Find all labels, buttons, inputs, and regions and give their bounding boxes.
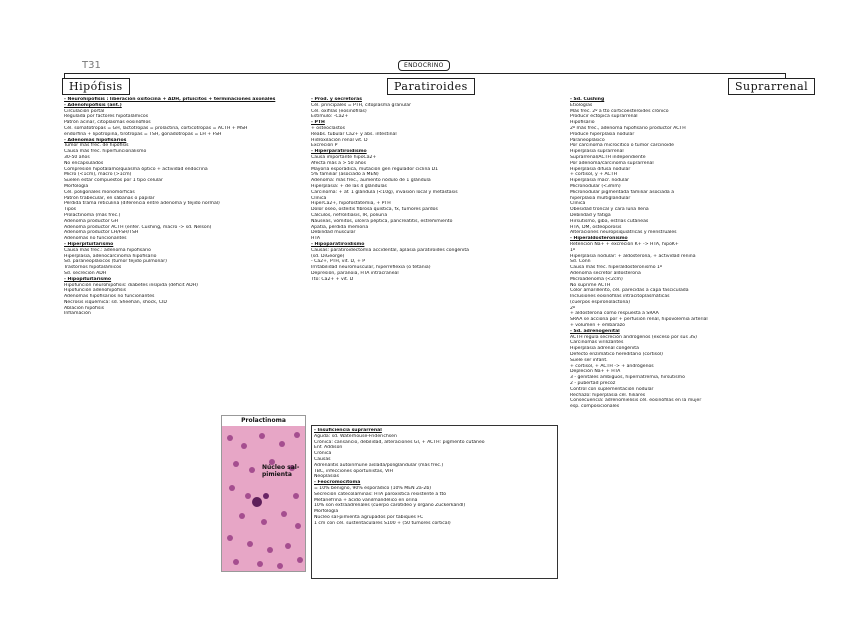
note-line: Control con suplementación nodular [570,386,654,392]
note-line: - PTH [311,120,325,126]
note-line: Carcinoma: + af. 1 glándula (<10g), invasión local y metástasis [311,189,458,195]
note-line: Adenomas hipofisarios no funcionantes [64,294,155,300]
note-line: Causa más frec. hiperaldosteronismo 1º [570,265,663,271]
note-line: Adenoma productor ACTH (enfer. Cushing, macro -> sd. Nelson) [64,224,212,230]
note-line: Necrosis isquémica: sd. Sheehan, shock, CID [64,299,167,305]
note-line: Prolactinoma (más frec.) [64,212,121,218]
note-line: Apatía, pérdida memoria [311,224,369,230]
note-line: Patrón trabecular, en sábanas o papilar [64,195,155,201]
note-line: Etiologías [570,102,593,108]
prolactinoma-micrograph [221,415,306,572]
note-line: Hiperplasia difusa nodular [570,166,631,172]
note-line: Irritabilidad neuromuscular, hiperreflexia (o tetania) [311,265,431,271]
note-line: Tipos [64,207,77,213]
note-line: Afecta más a > 50 años [311,160,366,166]
note-line: Adenomas no funcionantes [64,236,127,242]
note-line: Morfología [314,509,339,515]
note-line: Cél. poligonales monomórficas [64,189,135,195]
note-line: Hipofisario [570,120,595,126]
note-line: Náuseas, vómitos, úlcera péptica, pancreatitis, estreñimiento [311,218,453,224]
note-line: - Feocromocitoma [314,480,361,486]
note-line: - Adenohipófisis (ant.) [64,102,122,108]
note-line: HTA, DM, osteoporosis [570,224,622,230]
note-line: Depleción Na+ + HTA [570,369,621,375]
note-line: 2º [570,305,576,311]
note-line: Debilidad y fatiga [570,212,611,218]
note-line: Adenoma: más frec., aumento nódulo de 1 glándula [311,178,431,184]
note-line: Circulación portal [64,108,105,114]
note-line: Hiperplasia macr. nodular [570,178,630,184]
note-line: Pérdida trama reticulina (diferencia entre adenoma y tejido normal) [64,201,220,207]
note-line: Sd. paraneoplásicos (tumor tejido pulmonar) [64,259,167,265]
note-line: Por carcinoma microcítico o tumor carcinoide [570,143,675,149]
note-line: - Hipopituitarismo [64,276,112,282]
note-line: = 10% benigno, 90% esporádico (10% MEN 2a-2b) [314,485,432,491]
note-line: Reabs. tubular Ca2+ y abs. intestinal [311,131,397,137]
micrograph-label: Núcleo sal-pimienta [262,464,300,478]
note-line: Rechazo: hiperplasia cél. hiliares [570,392,646,398]
note-line: Cél. principales = PTH, citoplasma granular [311,102,411,108]
note-line: No suprime ACTH [570,282,611,288]
note-line: 30-50 años [64,154,90,160]
note-line: Micronodular (<3mm) [570,183,621,189]
note-line: Retención Na+ + excreción K+ -> HTA, hipoK+ [570,241,679,247]
note-line: (cuerpos espironolactona) [570,299,631,305]
note-line: - Neurohipófisis : liberación oxitocina + ADH, pituicitos + terminaciones axonales [64,97,276,102]
note-line: SRAA se acciona por + perfusión renal, hipovolemia arterial [570,317,708,323]
note-line: - Hipoparatiroidismo [311,241,365,247]
note-line: Más frec. 2º a tto corticoesteroides crónico [570,108,669,114]
note-line: Secreción catecolaminas: HTA paroxística resistente a tto [314,491,447,497]
note-line: 10% son extraadrenales (cuerpo carotídeo y órgano Zuckerkandl) [314,503,466,509]
section-hipofisis: Hipófisis [62,78,130,95]
note-line: Adrenalitis autoinmune aislada/poliglandular (más frec.) [314,462,444,468]
note-line: Clínica [311,195,327,201]
note-line: Excreción P [311,143,338,149]
hipofisis-notes [64,97,312,317]
note-line: + volumen + embarazo [570,323,625,329]
note-line: Depresión, paranoia, HTA intracraneal [311,270,399,276]
note-line: HiperCa2+, hipofosfatemia, + PTH [311,201,391,207]
note-line: Adenoma productor GH [64,218,119,224]
note-line: ACTH regula secreción andrógenos (exceso por sus 3S) [570,334,697,340]
note-line: Trastornos hipotalámicos [64,265,122,271]
note-line: - Hiperaldosteronismo [570,236,628,242]
note-line: Crónica [314,451,332,457]
note-line: Paraneoplásico [570,137,605,143]
note-line: Hiperplasia suprarrenal [570,149,624,155]
note-line: Dolor óseo, osteitis fibrosa quística, fx, tumores pardos [311,207,438,213]
note-line: Cél. somatotropas = GH, lactotropas = prolactina, corticotropas = ACTH + MSH [64,125,248,131]
note-line: 1º [570,247,576,253]
note-line: Causa más frec.: adenoma hipofisario [64,247,151,253]
note-line: Suprarrenal/ACTH independiente [570,154,646,160]
note-line: 2º más frec., adenoma hipofisario productor ACTH [570,125,686,131]
note-line: Hiperplasia nodular: + aldosterona, + actividad renina [570,253,696,259]
note-line: Estímulo: -Ca2+ [311,114,349,120]
note-line: (sd. DiGeorge) [311,253,345,259]
section-suprarrenal: Suprarrenal [728,78,815,95]
page-number: T31 [82,60,101,71]
note-line: Crónica: cansancio, debilidad, alteraciones GI, + ACTH: pigmento cutáneo [314,439,485,445]
note-line: - Sd. Cushing [570,97,605,102]
note-line: Causa más frec. hiperfuncionalismo [64,149,147,155]
note-line: Aguda: sd. Waterhouse-Friderichsen [314,433,397,439]
main-title: ENDOCRINO [398,60,450,71]
note-line: Sd. Conn [570,259,591,265]
note-line: HTA [311,236,321,242]
note-line: Defecto enzimático hereditario (cortisol) [570,352,663,358]
note-line: Causas [314,456,331,462]
note-line: Producir ectópica suprarrenal [570,114,638,120]
note-line: Hiperplasia, adenocarcinoma hipofisario [64,253,157,259]
note-line: Clínica [570,201,586,207]
note-line: 1 cm con cél. sustentaculares S100 + (50 tumores cortical) [314,520,451,526]
note-line: 2 - pubertad precoz [570,381,616,387]
note-line: + cortisol, + ACTH -> + andrógenos [570,363,654,369]
note-line: 3 - genitales ambiguos, hipernatremia, hirsutismo [570,375,685,381]
note-line: Inclusiones eosinófilas intracitoplasmáticas [570,294,670,300]
note-line: hiperplasia multiglandular [570,195,631,201]
note-line: No encapsulados [64,160,104,166]
note-line: Suele ser infant. [570,357,608,363]
note-line: Cálculos, nefrolitiasis, IR, poliuria [311,212,388,218]
note-line: Consecuencia: adrenomielisis cél. eosinófilas en la mujer [570,398,702,404]
note-line: - Prod. y secretoras [311,97,362,102]
histology-image [222,426,305,571]
note-line: TBC, infecciones oportunistas, VIH [314,468,393,474]
note-line: Neoplasias [314,474,339,480]
note-line: Inflamación [64,311,91,317]
note-line: Morfología [64,183,89,189]
note-line: Hipofunción neurohipófisis: diabetes insípida (déficit ADH) [64,282,198,288]
note-line: Color amarillento, cél. parecidas a capa fasciculada [570,288,689,294]
note-line: Microadenoma (<2cm) [570,276,623,282]
note-line: esp. composicionales [570,404,620,410]
note-line: Carcinomas virilizantes [570,340,624,346]
micrograph-title: Prolactinoma [222,416,305,426]
note-line: Hidroxilación renal vit. D [311,137,368,143]
insuficiencia-notes [314,428,554,527]
note-line: - Sd. adrenogenital [570,328,620,334]
suprarrenal-notes [570,97,820,410]
note-line: Metanefrina + ácido vanilmandélico en orina [314,497,418,503]
note-line: Regulada por factores hipotalámicos [64,114,149,120]
note-line: Mayoría esporádica, mutación gen regulador ciclina D1 [311,166,439,172]
note-line: Adenoma productor LH/FSH/TSH [64,230,139,236]
section-paratiroides: Paratiroides [387,78,475,95]
note-line: 5% familiar (asociado a MEN) [311,172,379,178]
note-line: + aldosterona como respuesta a SRAA [570,311,659,317]
note-line: - Ca2+, PTH, vit. D, + P [311,259,366,265]
note-line: - Hiperpituitarismo [64,241,114,247]
note-line: Patrón acinar, citoplasmas eosinófilos [64,120,151,126]
note-line: Obesidad troncal y cara luna llena [570,207,649,213]
note-line: Compresión hipotálamo/quiasma óptico + actividad endocrina [64,166,208,172]
note-line: Hipofunción adenohipófisis [64,288,127,294]
note-line: Micronodular pigmentada familiar asociada a [570,189,675,195]
note-line: - Hiperparatiroidismo [311,149,367,155]
note-line: Tto: Ca2+ + vit. D [311,276,354,282]
note-line: Enf. Addison [314,445,343,451]
note-line: Hiperplasia: + de las 4 glándulas [311,183,387,189]
note-line: endorfina + lipotropina, tirotropas = TSH, gonadotropas = LH + FSH [64,131,222,137]
note-line: Sd. secreción ADH [64,270,107,276]
paratiroides-notes [311,97,561,283]
note-line: + osteoclastos [311,125,345,131]
note-line: Causas: paratiroidectomía accidental, aplasia paratiroides congénita [311,247,469,253]
histology-svg [222,426,305,571]
feocromocitoma-box [311,425,558,579]
note-line: Adenoma secretor aldosterona [570,270,641,276]
note-line: - Insuficiencia suprarrenal [314,428,382,433]
note-line: Por adenoma/carcinoma suprarrenal [570,160,654,166]
note-line: Suelen estar compuestos por 1 tipo celular [64,178,163,184]
note-line: Núcleo sal-pimienta agrupados por tabiques FC [314,514,424,520]
note-line: Ablación hipófisis [64,305,105,311]
note-line: Hirsutismo, giba, estrías cutáneas [570,218,649,224]
note-line: + cortisol, y + ACTH [570,172,618,178]
note-line: Produce hiperplasia nodular [570,131,635,137]
note-line: Causa importante hipoCa2+ [311,154,377,160]
note-line: Hiperplasia adrenal congénita [570,346,639,352]
note-line: - Adenomas hipofisarios [64,137,127,143]
note-line: Alteraciones neuropsiquiátricas y menstruales [570,230,677,236]
note-line: Debilidad muscular [311,230,356,236]
note-line: Tumor más frec. de hipófisis [64,143,129,149]
note-line: Micro (<1cm), macro (>1cm) [64,172,132,178]
note-line: Cél. oxífilas (eosinófilas) [311,108,367,114]
